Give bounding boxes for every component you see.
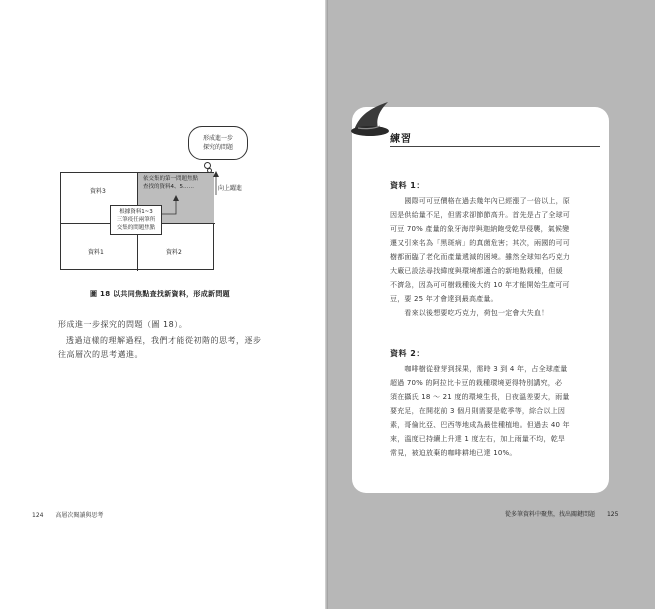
left-body-line: 形成進一步探究的問題（圖 18）。 [58,320,188,329]
intersection-line: 三筆疫任兩筆所 [116,217,156,223]
paragraph-line: 常見，被迫放棄的咖啡耕地已達 10%。 [390,449,517,457]
paragraph-line: 遷又引來名為「黑斑病」的真菌危害；其次，兩國的可可 [390,239,570,247]
bubble-tail-dot [207,168,212,173]
exercise-title: 練習 [390,134,412,145]
figure-caption: 圖 18 以共同焦點查找新資料，形成新問題 [90,290,230,298]
paragraph-line: 須在攝氏 18 ～ 21 度的環境生長，日夜溫差要大，雨量 [390,393,570,401]
quadrant-label-top-left: 資料3 [90,188,106,195]
inner-arrowhead [173,195,179,201]
section-heading-2: 資料 2： [390,349,425,358]
left-footer [32,510,103,519]
upgrade-label: 向上躍進 [218,185,243,192]
left-page-number: 124 [32,512,44,519]
thought-bubble [188,126,248,160]
paragraph-line: 因是供給量不足，但需求卻節節高升。首先是占了全球可 [390,211,570,219]
callout-line: 探究的問題 [202,144,233,151]
intersection-line: 交集的問題焦點 [116,225,156,231]
paragraph-line: 看來以後想要吃巧克力，荷包一定會大失血！ [390,309,549,317]
intersection-line: 根據資料1~3 [119,209,153,215]
gray-quadrant-line: 查找的資料4、5…… [143,184,194,190]
paragraph-line: 可豆 70% 產量的象牙海岸與迦納飽受乾旱侵襲，氣候變 [390,225,570,233]
section-heading-1: 資料 1： [390,181,425,190]
paragraph-line: 超過 70% 的阿拉比卡豆的栽種環境更得特別講究，必 [390,379,563,387]
quadrant-label-bottom-right: 資料2 [166,249,182,256]
intersection-box [110,205,162,235]
paragraph-line: 來，溫度已持續上升達 1 度左右，加上雨量不均，乾旱 [390,435,566,443]
paragraph-line: 不濟急，因為可可樹栽種後大約 10 年才能開始生產可可 [390,281,570,289]
wizard-hat-icon [348,98,394,142]
quadrant-label-bottom-left: 資料1 [88,249,104,256]
gray-quadrant-line: 依交集的第一問題焦點 [143,176,199,182]
paragraph-line: 樹都面臨了老化而產量遞減的困境。雖然全球知名巧克力 [390,253,570,261]
section-paragraph-2 [390,362,604,460]
right-page-number: 125 [606,511,619,518]
title-divider [390,146,600,147]
left-body-line: 往高層次的思考邁進。 [58,350,143,359]
left-book-title: 高層次閱讀與思考 [55,512,104,519]
paragraph-line: 豆，要 25 年才會達到最高產量。 [390,295,498,303]
callout-line: 形成進一步 [202,135,233,142]
left-body-line: 透過這樣的理解過程，我們才能從初階的思考，逐步 [66,336,262,345]
paragraph-line: 咖啡樹從發芽到採果，需時 3 到 4 年，占全球產量 [390,365,568,373]
paragraph-line: 大廠已設法尋找緯度與環境都適合的新地點栽種，但緩 [390,267,563,275]
paragraph-line: 素，哥倫比亞、巴西等地成為最佳種植地。但過去 40 年 [390,421,570,429]
right-footer [505,509,618,518]
diagram-arrows [0,0,327,300]
inner-arrow [162,200,176,214]
paragraph-line: 國際可可豆價格在過去幾年內已經漲了一倍以上，原 [390,197,570,205]
right-chapter-title: 從多筆資料中聚焦，找出關鍵問題 [505,511,596,518]
section-paragraph-1 [390,194,604,320]
paragraph-line: 要充足，在開花前 3 個月則需要是乾季等，綜合以上因 [390,407,566,415]
upgrade-arrowhead [213,171,219,177]
